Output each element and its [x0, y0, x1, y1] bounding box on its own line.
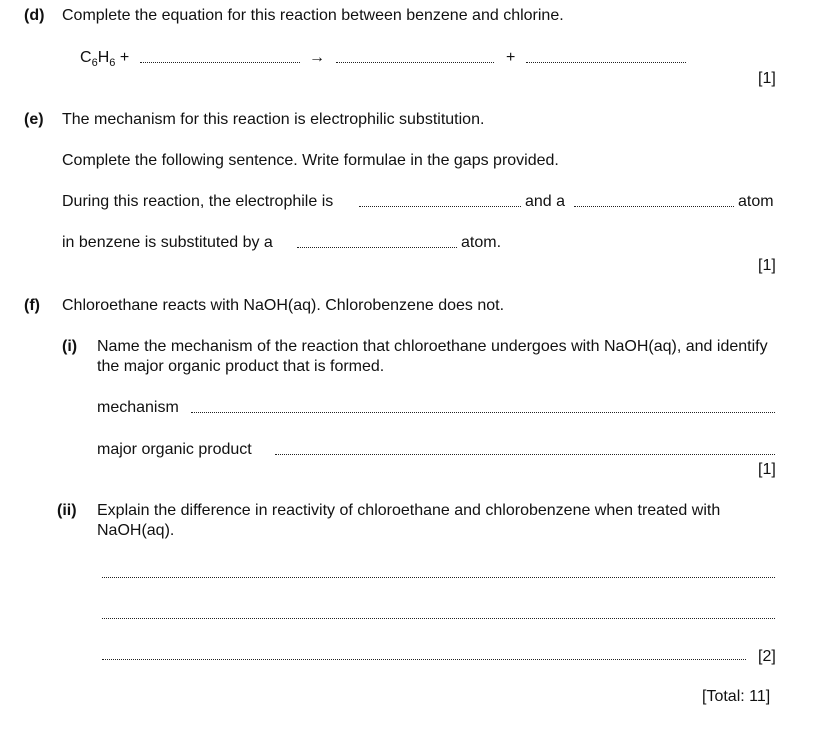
product-label: major organic product	[97, 441, 252, 458]
part-f-question: Chloroethane reacts with NaOH(aq). Chlorobenzene does not.	[62, 297, 505, 314]
plus-sign: +	[119, 49, 130, 66]
part-d-label: (d)	[24, 7, 45, 24]
part-e-label: (e)	[24, 111, 44, 128]
sub-ii-marks: [2]	[758, 648, 776, 665]
explanation-line-3[interactable]	[102, 647, 746, 660]
part-d-marks: [1]	[758, 70, 776, 87]
reactant-blank[interactable]	[140, 50, 300, 63]
sentence-part5: atom.	[461, 234, 502, 251]
product-answer-line[interactable]	[275, 442, 775, 455]
part-e-marks: [1]	[758, 257, 776, 274]
product1-blank[interactable]	[336, 50, 494, 63]
electrophile-blank[interactable]	[359, 194, 521, 207]
sentence-part4: in benzene is substituted by a	[62, 234, 273, 251]
formula-h: H	[97, 49, 110, 66]
formula-c: C	[80, 49, 92, 66]
formula-c-subscript: 6	[91, 57, 98, 69]
sub-i-label: (i)	[62, 338, 78, 355]
sentence-part1: During this reaction, the electrophile is	[62, 193, 334, 210]
total-marks: [Total: 11]	[702, 688, 771, 705]
part-e-instruction: Complete the following sentence. Write formulae in the gaps provided.	[62, 152, 559, 169]
explanation-line-2[interactable]	[102, 606, 775, 619]
part-e-question: The mechanism for this reaction is electrophilic substitution.	[62, 111, 485, 128]
plus-sign-2: +	[506, 49, 516, 66]
sub-i-marks: [1]	[758, 461, 776, 478]
sub-ii-label: (ii)	[57, 502, 77, 519]
sub-i-question: Name the mechanism of the reaction that chloroethane undergoes with NaOH(aq), and identify the major organic product that is formed.	[97, 338, 768, 375]
mechanism-label: mechanism	[97, 399, 179, 416]
arrow-symbol: →	[309, 49, 325, 66]
equation-row	[80, 48, 129, 68]
atom2-blank[interactable]	[297, 235, 457, 248]
formula-h-subscript: 6	[109, 57, 116, 69]
product2-blank[interactable]	[526, 50, 686, 63]
explanation-line-1[interactable]	[102, 565, 775, 578]
atom1-blank[interactable]	[574, 194, 734, 207]
part-d-question: Complete the equation for this reaction between benzene and chlorine.	[62, 7, 564, 24]
mechanism-answer-line[interactable]	[191, 400, 775, 413]
sentence-part3: atom	[738, 193, 774, 210]
part-f-label: (f)	[24, 297, 40, 314]
sub-ii-question: Explain the difference in reactivity of chloroethane and chlorobenzene when treated with NaOH(aq).	[97, 502, 721, 539]
sentence-part2: and a	[525, 193, 566, 210]
